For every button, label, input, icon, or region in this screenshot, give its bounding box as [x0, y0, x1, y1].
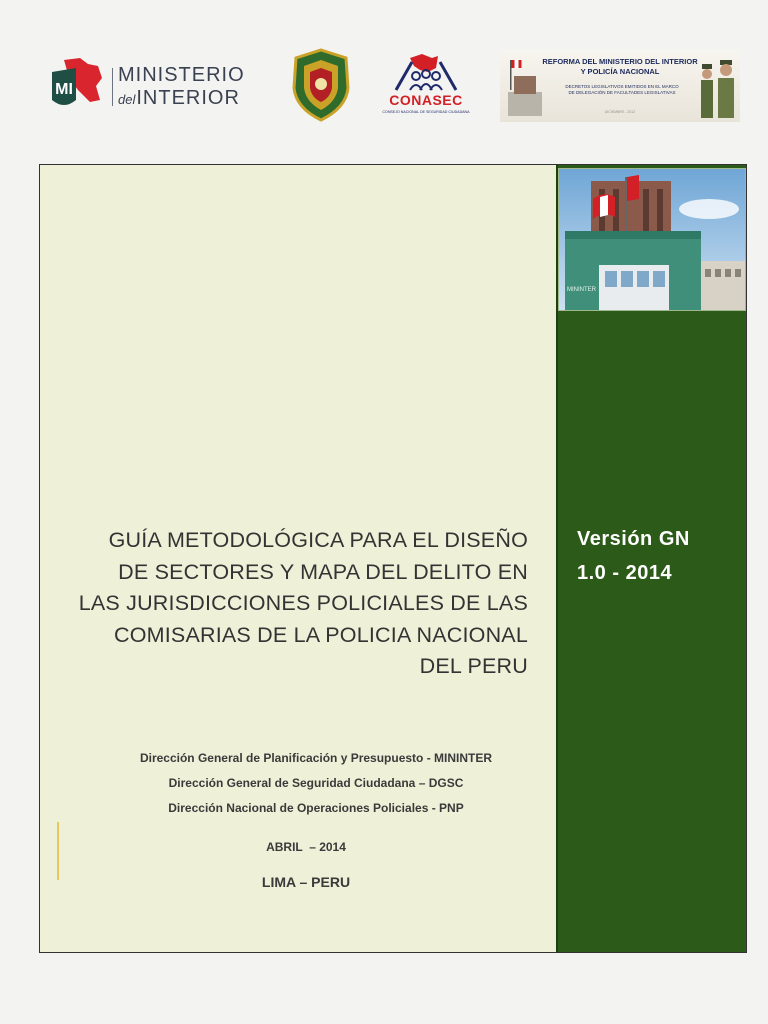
ministry-building-photo [558, 168, 746, 311]
photo-sign-text: MININTER [567, 287, 596, 293]
document-title [60, 525, 528, 683]
conasec-title: CONASEC [389, 92, 463, 108]
reforma-title [540, 57, 700, 77]
conasec-logo [376, 52, 476, 120]
publication-date: ABRIL – 2014 [266, 840, 346, 854]
reforma-title-line: REFORMA DEL MINISTERIO DEL INTERIOR [542, 57, 698, 66]
version-label [577, 522, 737, 590]
policia-nacional-emblem-icon [290, 48, 352, 122]
title-line: COMISARIAS DE LA POLICIA NACIONAL [113, 622, 528, 647]
mi-initials: MI [55, 81, 73, 98]
del-label: del [118, 92, 136, 107]
logo-divider [112, 68, 113, 106]
peru-map-shield-icon [50, 56, 104, 114]
ministerio-label: MINISTERIO [118, 64, 245, 86]
version-line: Versión GN [577, 528, 690, 550]
directorate-item: Dirección Nacional de Operaciones Policiales - PNP [168, 801, 464, 815]
title-line: GUÍA METODOLÓGICA PARA EL DISEÑO [108, 528, 528, 552]
interior-label [118, 87, 240, 110]
version-line: 1.0 - 2014 [577, 562, 673, 584]
reforma-title-line: Y POLICÍA NACIONAL [580, 67, 660, 76]
reforma-date: DICIEMBRE - 2012 [604, 110, 636, 114]
title-line: LAS JURISDICCIONES POLICIALES DE LAS [78, 591, 528, 615]
people-family-icon [376, 52, 476, 92]
conasec-subtitle: CONSEJO NACIONAL DE SEGURIDAD CIUDADANA [382, 110, 470, 114]
reforma-subtitle-line: DE DELEGACIÓN DE FACULTADES LEGISLATIVAS [568, 89, 676, 95]
margin-highlight-mark [57, 822, 59, 880]
directorate-item: Dirección General de Seguridad Ciudadana – DGSC [168, 776, 464, 790]
interior-word: INTERIOR [136, 87, 240, 109]
directorates-list [96, 746, 536, 821]
reforma-subtitle-line: DECRETOS LEGISLATIVOS EMITIDOS EN EL MARCO [565, 84, 679, 89]
title-line: DE SECTORES Y MAPA DEL DELITO EN [118, 559, 528, 584]
ministerio-interior-logo [50, 56, 260, 116]
directorate-item: Dirección General de Planificación y Presupuesto - MININTER [139, 751, 493, 765]
building-photo-icon [559, 169, 746, 311]
reforma-banner [500, 50, 740, 122]
title-line: DEL PERU [419, 654, 528, 678]
reforma-subtitle [552, 84, 692, 95]
page-header [0, 0, 768, 150]
police-officers-icon [698, 54, 740, 120]
publication-place: LIMA – PERU [261, 874, 351, 890]
